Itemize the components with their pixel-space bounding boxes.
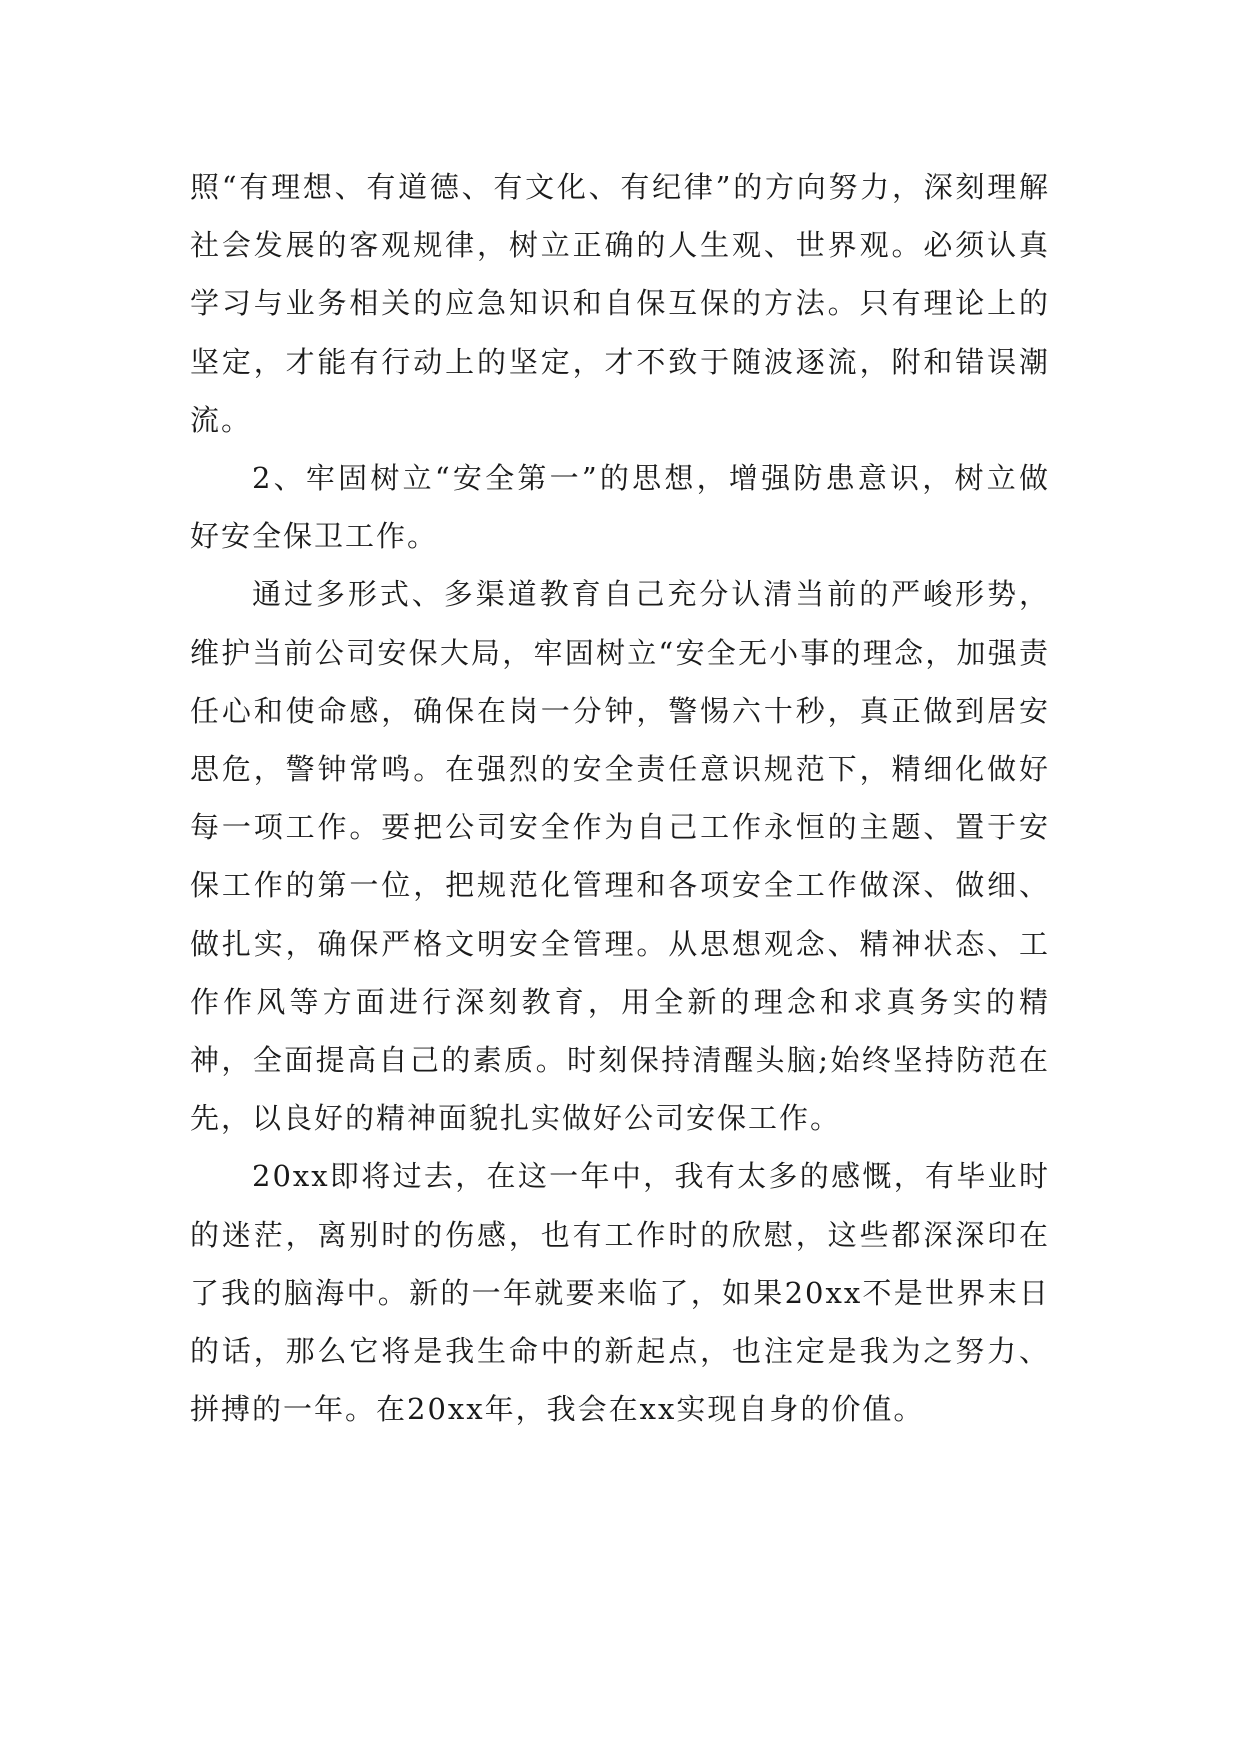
paragraph-section-2-heading: 2、牢固树立“安全第一”的思想，增强防患意识，树立做好安全保卫工作。 [190, 461, 1050, 554]
paragraph-continuation: 照“有理想、有道德、有文化、有纪律”的方向努力，深刻理解社会发展的客观规律，树立正确的人生观、世界观。必须认真学习与业务相关的应急知识和自保互保的方法。只有理论上的坚定，才能有行动上的坚定，才不致于随波逐流，附和错误潮流。 [190, 170, 1050, 437]
document-body [190, 158, 1050, 1438]
paragraph-security-education: 通过多形式、多渠道教育自己充分认清当前的严峻形势，维护当前公司安保大局，牢固树立“安全无小事的理念，加强责任心和使命感，确保在岗一分钟，警惕六十秒，真正做到居安思危，警钟常鸣。在强烈的安全责任意识规范下，精细化做好每一项工作。要把公司安全作为自己工作永恒的主题、置于安保工作的第一位，把规范化管理和各项安全工作做深、做细、做扎实，确保严格文明安全管理。从思想观念、精神状态、工作作风等方面进行深刻教育，用全新的理念和求真务实的精神，全面提高自己的素质。时刻保持清醒头脑;始终坚持防范在先，以良好的精神面貌扎实做好公司安保工作。 [190, 577, 1050, 1136]
paragraph-year-summary: 20xx即将过去，在这一年中，我有太多的感慨，有毕业时的迷茫，离别时的伤感，也有工作时的欣慰，这些都深深印在了我的脑海中。新的一年就要来临了，如果20xx不是世界末日的话，那么它将是我生命中的新起点，也注定是我为之努力、拼搏的一年。在20xx年，我会在xx实现自身的价值。 [190, 1159, 1050, 1427]
